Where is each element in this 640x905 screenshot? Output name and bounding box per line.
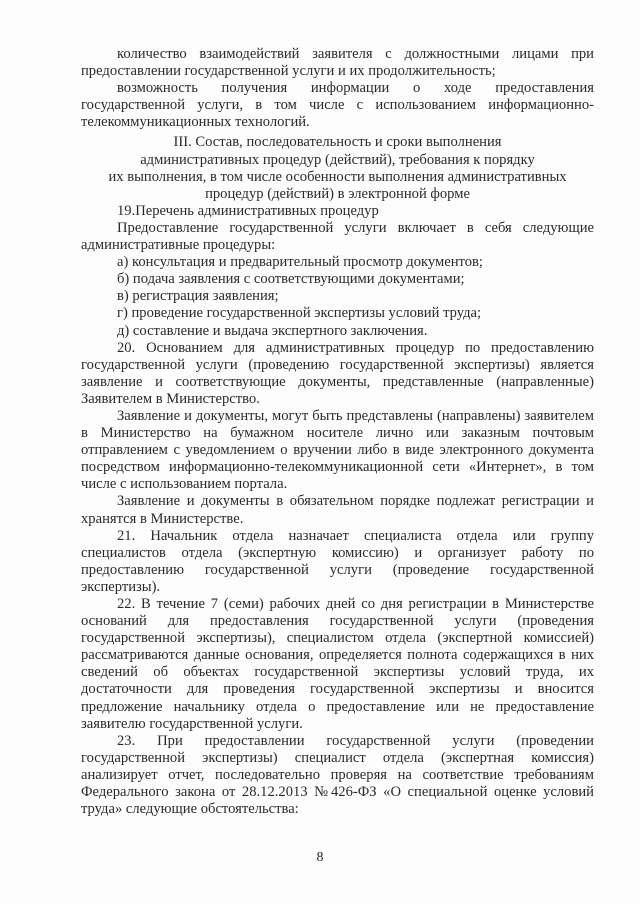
procedure-item: д) составление и выдача экспертного заключения. [117,322,428,339]
procedure-item: а) консультация и предварительный просмотр документов; [117,254,483,271]
item-19-title: 19.Перечень административных процедур [117,202,379,219]
item-23-paragraph: 23. При предоставлении государственной услуги (проведении государственной экспертизы) специалист отдела (экспертная комиссия) анализирует отчет, последовательно проверяя на соответствие требованиям Федерального закона от 28.12.2013 №426-ФЗ «О специальной оценке условий труда» следующие обстоятельства: [81,732,594,818]
procedure-list [81,254,594,339]
section-heading-line: процедур (действий) в электронной форме [205,185,470,202]
document-body [81,46,594,818]
paragraph-information-access: возможность получения информации о ходе предоставления государственной услуги, в том числе с использованием информационно-телекоммуникационных технологий. [81,80,594,131]
procedure-item: в) регистрация заявления; [117,288,279,305]
item-22-paragraph: 22. В течение 7 (семи) рабочих дней со дня регистрации в Министерстве оснований для предоставления государственной услуги (проведения государственной экспертизы), специалистом отдела (экспертной комиссией) рассматриваются данные основания, определяется полнота содержащихся в них сведений об объектах государственной экспертизы условий труда, их достаточности для проведения государственной экспертизы и вносится предложение начальнику отдела о предоставление или не предоставление заявителю государственной услуги. [81,596,594,732]
section-heading-line: их выполнения, в том числе особенности выполнения административных [108,168,567,185]
procedure-item: б) подача заявления с соответствующими документами; [117,271,465,288]
item-20-paragraph: 20. Основанием для административных процедур по предоставлению государственной услуги (проведению государственной экспертизы) является заявление и соответствующие документы, представленные (направленные) Заявителем в Министерство. [81,339,594,407]
item-19-intro: Предоставление государственной услуги включает в себя следующие административные процедуры: [81,219,594,254]
section-heading-line: административных процедур (действий), требования к порядку [140,151,535,168]
item-21-paragraph: 21. Начальник отдела назначает специалиста отдела или группу специалистов отдела (экспертную комиссию) и организует работу по предоставлению государственной услуги (проведение государственной экспертизы). [81,527,594,595]
section-heading-line: III. Состав, последовательность и сроки выполнения [173,134,502,151]
page-number: 8 [316,850,324,865]
item-20-registration-paragraph: Заявление и документы в обязательном порядке подлежат регистрации и хранятся в Министерстве. [81,493,594,527]
procedure-item: г) проведение государственной экспертизы условий труда; [117,305,482,322]
section-heading [81,134,594,202]
item-20-submission-paragraph: Заявление и документы, могут быть представлены (направлены) заявителем в Министерство на бумажном носителе лично или заказным почтовым отправлением с уведомлением о вручении либо в виде электронного документа посредством информационно-телекоммуникационной сети «Интернет», в том числе с использованием портала. [81,407,594,493]
paragraph-interaction-count: количество взаимодействий заявителя с должностными лицами при предоставлении государственной услуги и их продолжительность; [81,46,594,80]
